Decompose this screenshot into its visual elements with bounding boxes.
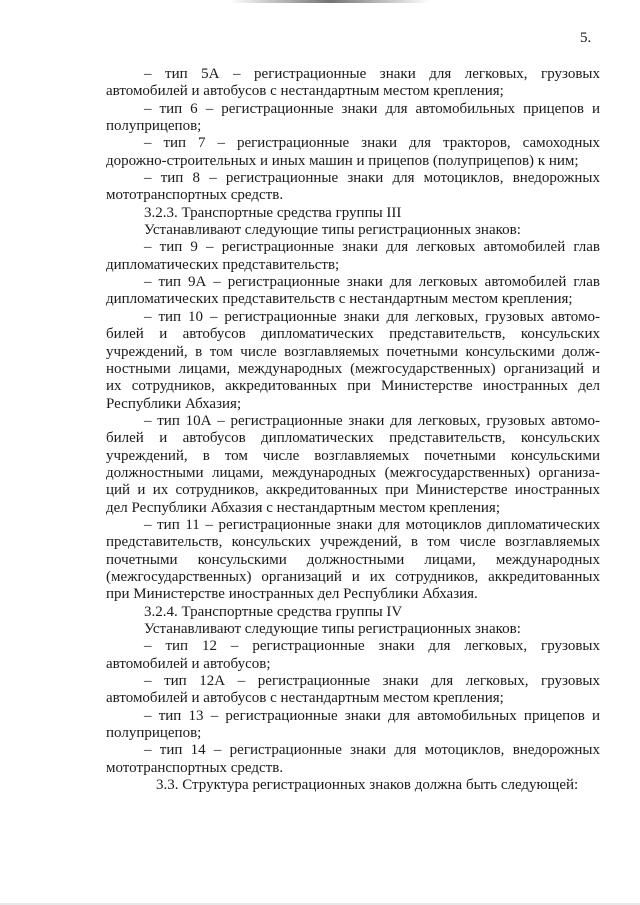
text-line: – тип 10А – регистрационные знаки для легковых, грузовых автомо-: [144, 412, 600, 429]
text-line: полуприцепов;: [106, 118, 202, 135]
paragraph: [106, 135, 600, 170]
text-line: – тип 7 – регистрационные знаки для тракторов, самоходных: [144, 135, 600, 152]
text-line: – тип 10 – регистрационные знаки для легковых, грузовых автомо-: [144, 308, 600, 325]
paragraph: [106, 413, 600, 517]
paragraph: [106, 274, 600, 309]
text-line: почетными консульскими должностными лицами, международных: [106, 551, 600, 568]
text-line: – тип 9А – регистрационные знаки для легковых автомобилей глав: [144, 274, 600, 291]
paragraph: [106, 708, 600, 743]
paragraph: [106, 517, 600, 604]
text-line: автомобилей и автобусов;: [106, 655, 271, 672]
scan-artifact: [230, 0, 430, 3]
text-line: полуприцепов;: [106, 725, 202, 742]
text-line: – тип 13 – регистрационные знаки для автомобильных прицепов и: [144, 707, 600, 724]
text-line: автомобилей и автобусов с нестандартным местом крепления;: [106, 690, 504, 707]
paragraph: [106, 222, 600, 239]
text-line: – тип 6 – регистрационные знаки для автомобильных прицепов и: [144, 100, 600, 117]
text-line: – тип 14 – регистрационные знаки для мотоциклов, внедорожных: [144, 742, 600, 759]
paragraph: [106, 638, 600, 673]
text-line: Устанавливают следующие типы регистрационных знаков:: [144, 222, 521, 239]
text-line: (межгосударственных) организаций и их сотрудников, аккредитованных: [106, 568, 600, 585]
page-number: 5.: [580, 30, 592, 46]
text-line: – тип 12 – регистрационные знаки для легковых, грузовых: [144, 638, 600, 655]
paragraph: [106, 777, 600, 794]
paragraph: [106, 239, 600, 274]
text-line: Республики Абхазия;: [106, 395, 242, 412]
text-line: дел Республики Абхазия с нестандартным местом крепления;: [106, 499, 500, 516]
document-body: [106, 66, 600, 794]
text-line: 3.2.4. Транспортные средства группы IV: [144, 603, 403, 620]
text-line: автомобилей и автобусов с нестандартным местом крепления;: [106, 83, 504, 100]
text-line: 3.3. Структура регистрационных знаков должна быть следующей:: [156, 777, 579, 794]
text-line: билей и автобусов дипломатических представительств, консульских: [106, 430, 600, 447]
text-line: 3.2.3. Транспортные средства группы III: [144, 204, 402, 221]
text-line: дипломатических представительств;: [106, 256, 340, 273]
text-line: дорожно-строительных и иных машин и прицепов (полуприцепов) к ним;: [106, 152, 579, 169]
text-line: учреждений, в том числе возглавляемых почетными консульскими: [106, 447, 600, 464]
paragraph: [106, 66, 600, 101]
text-line: билей и автобусов дипломатических представительств, консульских: [106, 326, 600, 343]
text-line: – тип 5А – регистрационные знаки для легковых, грузовых: [144, 66, 600, 82]
paragraph: [106, 604, 600, 621]
text-line: мототранспортных средств.: [106, 759, 284, 776]
paragraph: [106, 205, 600, 222]
text-line: Устанавливают следующие типы регистрационных знаков:: [144, 621, 521, 637]
paragraph: [106, 621, 600, 638]
text-line: учреждений, в том числе возглавляемых почетными консульскими долж-: [106, 343, 600, 360]
paragraph: [106, 309, 600, 413]
text-line: мототранспортных средств.: [106, 187, 284, 204]
text-line: – тип 9 – регистрационные знаки для легковых автомобилей глав: [144, 239, 600, 256]
paragraph: [106, 170, 600, 205]
text-line: – тип 11 – регистрационные знаки для мотоциклов дипломатических: [144, 516, 600, 533]
text-line: представительств, консульских учреждений, в том числе возглавляемых: [106, 534, 600, 551]
text-line: их сотрудников, аккредитованных при Министерстве иностранных дел: [106, 378, 600, 395]
text-line: при Министерстве иностранных дел Республики Абхазия.: [106, 586, 478, 603]
text-line: должностными лицами, международных (межгосударственных) организа-: [106, 464, 600, 481]
paragraph: [106, 742, 600, 777]
text-line: – тип 8 – регистрационные знаки для мотоциклов, внедорожных: [144, 170, 600, 187]
text-line: – тип 12А – регистрационные знаки для легковых, грузовых: [144, 673, 600, 690]
text-line: ций и их сотрудников, аккредитованных при Министерстве иностранных: [106, 482, 600, 499]
paragraph: [106, 673, 600, 708]
paragraph: [106, 101, 600, 136]
text-line: ностными лицами, международных (межгосударственных) организаций и: [106, 360, 600, 377]
text-line: дипломатических представительств с нестандартным местом крепления;: [106, 291, 573, 308]
